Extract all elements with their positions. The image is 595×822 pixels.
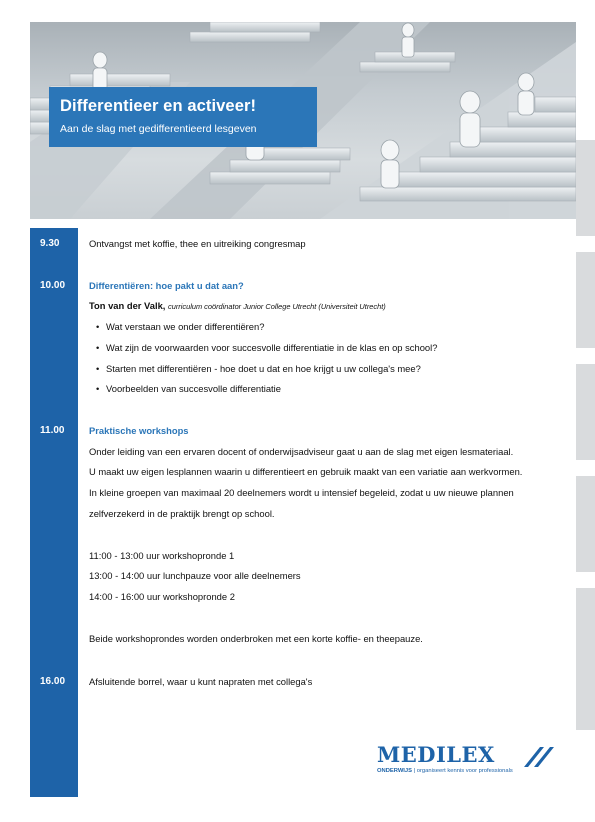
side-tab[interactable]: [576, 140, 595, 236]
program-text: Ontvangst met koffie, thee en uitreiking congresmap: [89, 238, 306, 249]
speaker-line: [89, 300, 386, 311]
section-heading: Differentiëren: hoe pakt u dat aan?: [89, 280, 244, 291]
side-tab[interactable]: [576, 476, 595, 572]
side-tab[interactable]: [576, 252, 595, 348]
logo-tagline: ONDERWIJS | organiseert kennis voor professionals: [377, 768, 513, 774]
list-item: • Voorbeelden van succesvolle differentiatie: [96, 383, 281, 394]
page-title: Differentieer en activeer!: [60, 97, 257, 115]
timeline-column: [30, 228, 78, 797]
medilex-logo[interactable]: [377, 742, 557, 780]
time-label: 16.00: [40, 676, 66, 687]
logo-word: MEDILEX: [377, 742, 495, 767]
schedule-line: 13:00 - 14:00 uur lunchpauze voor alle deelnemers: [89, 570, 301, 581]
speaker-name: Ton van der Valk,: [89, 300, 166, 311]
program-text: Afsluitende borrel, waar u kunt napraten met collega's: [89, 676, 313, 687]
time-label: 11.00: [40, 425, 65, 436]
speaker-role: curriculum coördinator Junior College Utrecht (Universiteit Utrecht): [168, 302, 386, 311]
section-heading: Praktische workshops: [89, 425, 189, 436]
side-tab[interactable]: [576, 364, 595, 460]
list-item: • Wat zijn de voorwaarden voor succesvolle differentiatie in de klas en op school?: [96, 342, 438, 353]
side-tab[interactable]: [576, 588, 595, 730]
paragraph-line: zelfverzekerd in de praktijk brengt op school.: [89, 508, 275, 519]
list-item: • Starten met differentiëren - hoe doet u dat en hoe krijgt u uw collega's mee?: [96, 363, 421, 374]
workshop-note: Beide workshoprondes worden onderbroken met een korte koffie- en theepauze.: [89, 633, 423, 644]
right-tab-strip: [576, 140, 595, 730]
paragraph-line: Onder leiding van een ervaren docent of onderwijsadviseur gaat u aan de slag met eigen lesmateriaal.: [89, 446, 514, 457]
paragraph-line: U maakt uw eigen lesplannen waarin u differentieert en gebruik maakt van een variatie aan werkvormen.: [89, 466, 523, 477]
paragraph-line: In kleine groepen van maximaal 20 deelnemers wordt u intensief begeleid, zodat u uw nieuwe plannen: [89, 487, 514, 498]
time-label: 9.30: [40, 238, 60, 249]
logo-slash-icon: [520, 746, 556, 768]
schedule-line: 11:00 - 13:00 uur workshopronde 1: [89, 550, 235, 561]
title-banner: [49, 87, 317, 147]
time-label: 10.00: [40, 280, 66, 291]
page-subtitle: Aan de slag met gedifferentieerd lesgeven: [60, 123, 257, 135]
list-item: • Wat verstaan we onder differentiëren?: [96, 321, 265, 332]
schedule-line: 14:00 - 16:00 uur workshopronde 2: [89, 591, 235, 602]
